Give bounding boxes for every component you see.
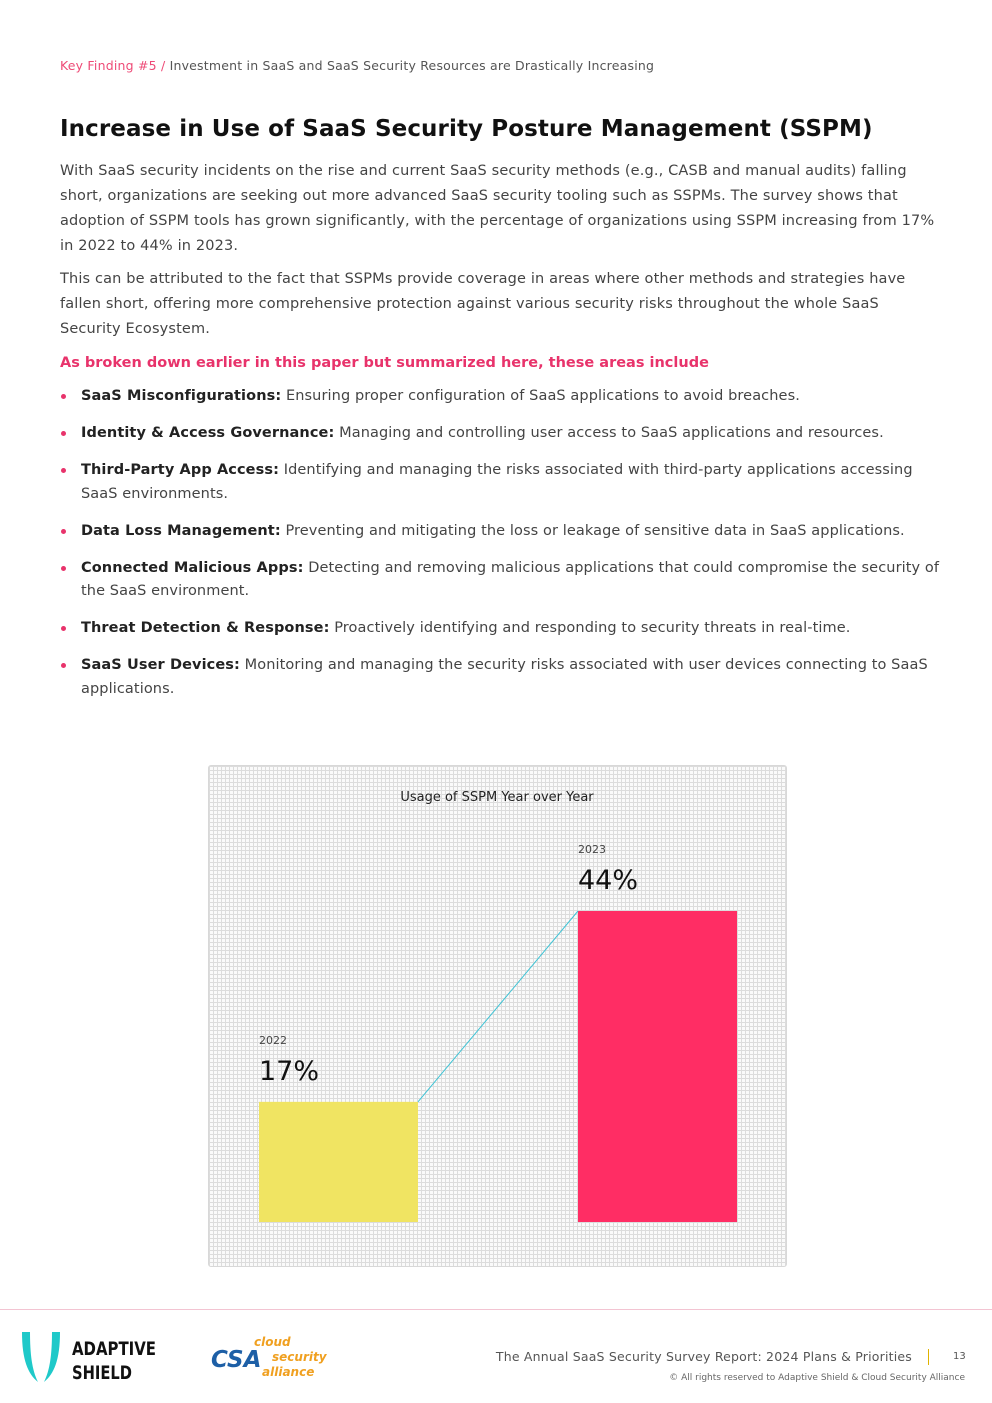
adaptive-shield-logo <box>20 1330 160 1388</box>
area-desc: Identifying and managing the risks associated with third-party applications accessing SaaS environments. <box>81 462 913 502</box>
bullet-icon <box>61 626 66 631</box>
list-item <box>60 520 940 544</box>
adaptive-shield-logo-mark <box>20 1330 160 1384</box>
area-term: Identity & Access Governance: <box>81 425 335 441</box>
bar-2022 <box>259 1102 418 1222</box>
value-label-2022: 17% <box>259 1055 320 1087</box>
bullet-icon <box>61 394 66 399</box>
csa-logo-mark <box>210 1333 340 1381</box>
page-number-divider <box>928 1349 929 1365</box>
category-label-2022: 2022 <box>259 1033 287 1047</box>
adaptive-logo-line2: SHIELD <box>72 1362 132 1384</box>
area-desc: Monitoring and managing the security risks associated with user devices connecting to SaaS applications. <box>81 657 928 697</box>
intro-paragraph: With SaaS security incidents on the rise and current SaaS security methods (e.g., CASB and manual audits) falling short, organizations are seeking out more advanced SaaS security tooling such as SSPMs. The survey shows that adoption of SSPM tools has grown significantly, with the percentage of organizations using SSPM increasing from 17% in 2022 to 44% in 2023. <box>60 163 935 254</box>
bullet-icon <box>61 566 66 571</box>
area-desc: Detecting and removing malicious applications that could compromise the security of the SaaS environment. <box>81 559 940 599</box>
csa-logo-mark-text: CSA <box>211 1347 262 1373</box>
area-term: Data Loss Management: <box>81 522 281 539</box>
trend-connector-line <box>418 911 578 1102</box>
list-item <box>60 557 940 604</box>
breadcrumb-section: Key Finding #5 / <box>60 58 166 73</box>
areas-list <box>60 385 940 715</box>
area-desc: Preventing and mitigating the loss or leakage of sensitive data in SaaS applications. <box>285 522 905 539</box>
csa-logo-line1: cloud <box>254 1335 291 1349</box>
areas-subheading: As broken down earlier in this paper but summarized here, these areas include <box>60 355 709 371</box>
area-desc: Proactively identifying and responding to security threats in real-time. <box>334 620 851 636</box>
chart-title: Usage of SSPM Year over Year <box>400 790 594 805</box>
list-item <box>60 459 940 506</box>
area-term: SaaS Misconfigurations: <box>81 388 282 404</box>
page-number: 13 <box>953 1351 966 1362</box>
value-label-2023: 44% <box>578 865 639 896</box>
csa-logo-line3: alliance <box>262 1365 315 1379</box>
chart-canvas <box>209 766 786 1266</box>
sspm-usage-chart <box>208 765 787 1267</box>
report-title: The Annual SaaS Security Survey Report: 2024 Plans & Priorities <box>495 1349 912 1364</box>
area-desc: Managing and controlling user access to SaaS applications and resources. <box>339 425 884 441</box>
copyright-notice: © All rights reserved to Adaptive Shield & Cloud Security Alliance <box>669 1373 965 1383</box>
footer-divider <box>0 1309 992 1310</box>
csa-logo <box>210 1333 340 1385</box>
bullet-icon <box>61 468 66 473</box>
area-term: SaaS User Devices: <box>81 657 240 673</box>
area-term: Third-Party App Access: <box>81 462 279 478</box>
bullet-icon <box>61 663 66 668</box>
area-term: Connected Malicious Apps: <box>81 559 304 576</box>
list-item <box>60 654 940 701</box>
coverage-paragraph: This can be attributed to the fact that SSPMs provide coverage in areas where other methods and strategies have fallen short, offering more comprehensive protection against various security risks throughout the whole SaaS Security Ecosystem. <box>60 271 906 337</box>
bar-2023 <box>578 911 737 1222</box>
adaptive-logo-line1: ADAPTIVE <box>72 1338 156 1360</box>
bullet-icon <box>61 431 66 436</box>
breadcrumb-text: Investment in SaaS and SaaS Security Resources are Drastically Increasing <box>169 58 655 73</box>
csa-logo-line2: security <box>272 1350 327 1364</box>
list-item <box>60 422 940 446</box>
category-label-2023: 2023 <box>578 843 606 856</box>
area-desc: Ensuring proper configuration of SaaS applications to avoid breaches. <box>285 388 800 404</box>
page-title: Increase in Use of SaaS Security Posture Management (SSPM) <box>60 116 873 142</box>
list-item <box>60 617 940 641</box>
list-item <box>60 385 940 409</box>
bullet-icon <box>61 529 66 534</box>
breadcrumb <box>60 58 654 73</box>
area-term: Threat Detection & Response: <box>81 620 330 636</box>
